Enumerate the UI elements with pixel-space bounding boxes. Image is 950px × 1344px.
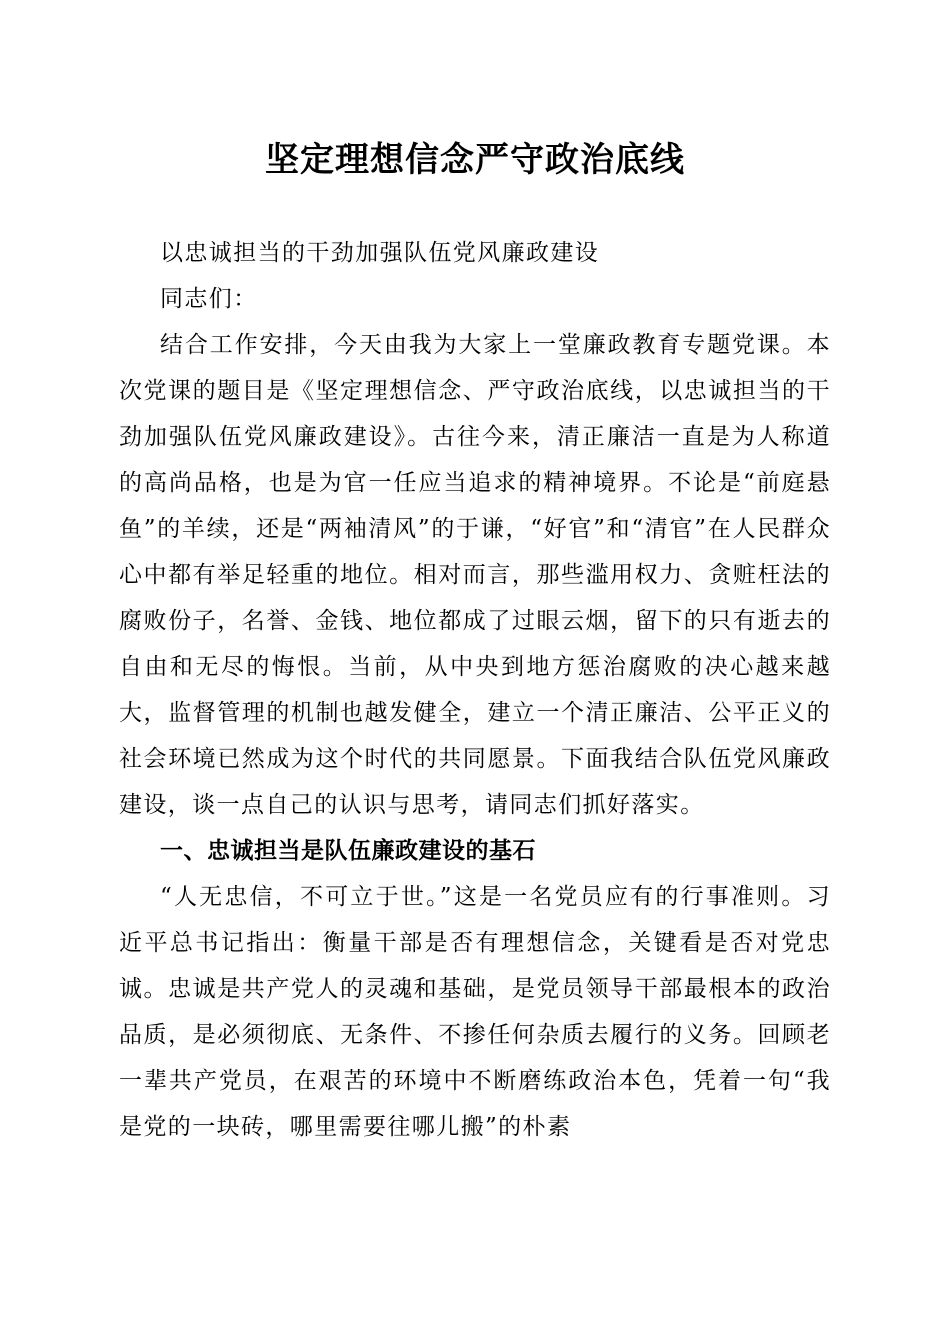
document-subtitle: 以忠诚担当的干劲加强队伍党风廉政建设	[160, 240, 600, 266]
section-heading: 一、忠诚担当是队伍廉政建设的基石	[160, 838, 536, 864]
document-title: 坚定理想信念严守政治底线	[265, 140, 685, 180]
document-body	[119, 230, 831, 1150]
section-paragraph: “人无忠信，不可立于世。”这是一名党员应有的行事准则。习近平总书记指出：衡量干部是否有理想信念，关键看是否对党忠诚。忠诚是共产党人的灵魂和基础，是党员领导干部最根本的政治品质，是必须彻底、无条件、不掺任何杂质去履行的义务。回顾老一辈共产党员，在艰苦的环境中不断磨练政治本色，凭着一句“我是党的一块砖，哪里需要往哪儿搬”的朴素	[119, 884, 831, 1140]
intro-paragraph: 结合工作安排，今天由我为大家上一堂廉政教育专题党课。本次党课的题目是《坚定理想信念、严守政治底线，以忠诚担当的干劲加强队伍党风廉政建设》。古往今来，清正廉洁一直是为人称道的高尚品格，也是为官一任应当追求的精神境界。不论是“前庭悬鱼”的羊续，还是“两袖清风”的于谦，“好官”和“清官”在人民群众心中都有举足轻重的地位。相对而言，那些滥用权力、贪赃枉法的腐败份子，名誉、金钱、地位都成了过眼云烟，留下的只有逝去的自由和无尽的悔恨。当前，从中央到地方惩治腐败的决心越来越大，监督管理的机制也越发健全，建立一个清正廉洁、公平正义的社会环境已然成为这个时代的共同愿景。下面我结合队伍党风廉政建设，谈一点自己的认识与思考，请同志们抓好落实。	[119, 332, 831, 818]
salutation: 同志们：	[160, 286, 258, 312]
